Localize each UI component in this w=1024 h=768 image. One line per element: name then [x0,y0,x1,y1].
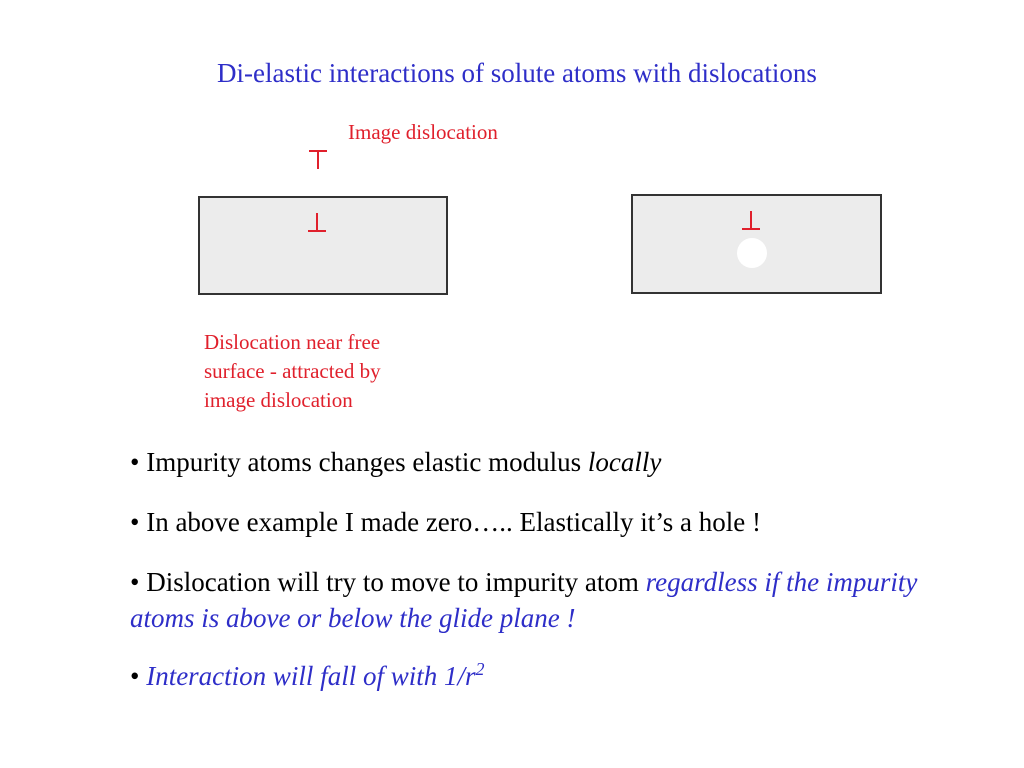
solute-atom-icon [736,237,768,269]
bullet-marker: • [130,661,140,691]
caption-line: Dislocation near free [204,330,381,354]
image-dislocation-label: Image dislocation [348,120,498,144]
bullet-item [130,504,970,540]
bullet-item [130,564,970,636]
bullet-marker: • [130,447,140,477]
bullet-emphasis: Interaction will fall of with 1/r [146,661,476,691]
bullet-marker: • [130,507,140,537]
diagram-caption [204,328,381,415]
bullet-emphasis: regardless if the impurity atoms is above or below the glide plane ! [130,567,918,633]
caption-line: image dislocation [204,388,353,412]
edge-dislocation-icon [306,210,328,234]
caption-line: surface - attracted by [204,359,381,383]
edge-dislocation-icon [740,208,762,232]
bullet-marker: • [130,567,140,597]
bullet-item [130,658,970,694]
bullet-text: Impurity atoms changes elastic modulus [139,447,588,477]
bullet-emphasis: locally [587,447,662,477]
image-dislocation-icon [307,148,329,172]
bullet-superscript: 2 [475,659,485,679]
bullet-text: In above example I made zero….. Elastically it’s a hole ! [139,507,761,537]
bullet-list [130,444,970,718]
bullet-text: Dislocation will try to move to impurity atom [139,567,646,597]
bullet-item [130,444,970,480]
slide-title: Di-elastic interactions of solute atoms with dislocations [217,58,817,88]
